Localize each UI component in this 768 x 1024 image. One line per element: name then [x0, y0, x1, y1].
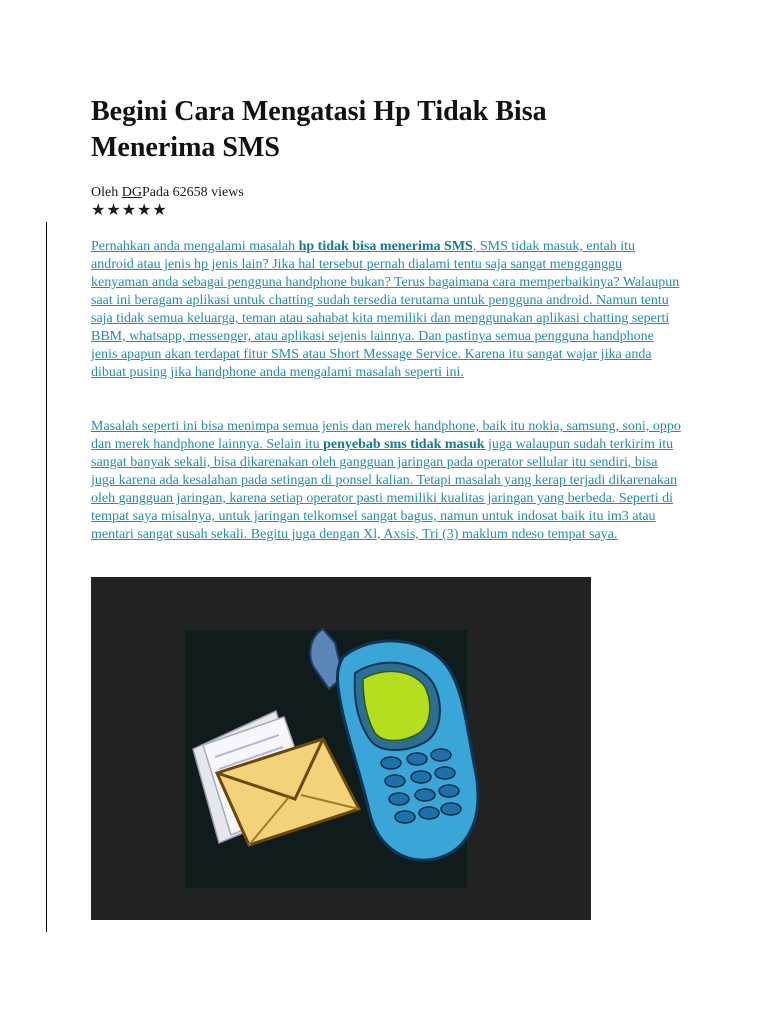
article-paragraph-1[interactable] [91, 238, 681, 382]
page-margin-line [46, 222, 47, 932]
author-link[interactable]: DG [121, 185, 142, 200]
star-rating[interactable]: ★★★★★ [91, 202, 168, 219]
article [91, 94, 691, 542]
paragraph-2-text-b: juga walaupun sudah terkirim itu sangat banyak sekali, bisa dikarenakan oleh gangguan jaringan pada operator sellular itu sendiri, bisa juga karena ada kesalahan pada setingan di ponsel kalian. Tetapi masalah yang kerap terjadi dikarenakan oleh gangguan jaringan, karena setiap operator pasti memiliki kualitas jaringan yang berbeda. Seperti di tempat saya misalnya, untuk jaringan telkomsel sangat bagus, namun untuk indosat baik itu im3 atau mentari sangat susah sekali. Begitu juga dengan Xl, Axsis, Tri (3) maklum ndeso tempat saya. [91, 437, 678, 542]
article-image [91, 577, 591, 920]
meta-on-label: Pada [141, 185, 173, 200]
paragraph-1-keyword[interactable]: hp tidak bisa menerima SMS [298, 239, 473, 254]
paragraph-1-text-b: , SMS tidak masuk, entah itu android atau jenis hp jenis lain? Jika hal tersebut pernah dialami tentu saja sangat mengganggu kenyaman anda sebagai pengguna handphone bukan? Terus bagaimana cara memperbaikinya? Walaupun saat ini beragam aplikasi untuk chatting sudah tersedia terutama untuk pengguna android. Namun tentu saja tidak semua keluarga, teman atau sahabat kita memiliki dan menggunakan aplikasi chatting seperti BBM, whatsapp, messenger, atau aplikasi sejenis lainnya. Dan pastinya semua pengguna handphone jenis apapun akan terdapat fitur SMS atau Short Message Service. Karena itu sangat wajar jika anda dibuat pusing jika handphone anda mengalami masalah seperti ini. [91, 239, 680, 380]
paragraph-1-text-a: Pernahkan anda mengalami masalah [91, 239, 299, 254]
paragraph-2-keyword[interactable]: penyebab sms tidak masuk [323, 437, 485, 452]
article-title: Begini Cara Mengatasi Hp Tidak Bisa Menerima SMS [91, 96, 547, 163]
paragraph-2-text-a: Masalah seperti ini bisa menimpa semua jenis dan merek handphone, baik itu nokia, samsung, soni, oppo dan merek handphone lainnya. Selain itu [91, 419, 681, 452]
meta-by-label: Oleh [91, 185, 122, 200]
view-count: 62658 views [172, 185, 244, 200]
article-paragraph-2[interactable] [91, 418, 681, 544]
sms-illustration [91, 577, 591, 920]
article-meta [91, 184, 691, 202]
